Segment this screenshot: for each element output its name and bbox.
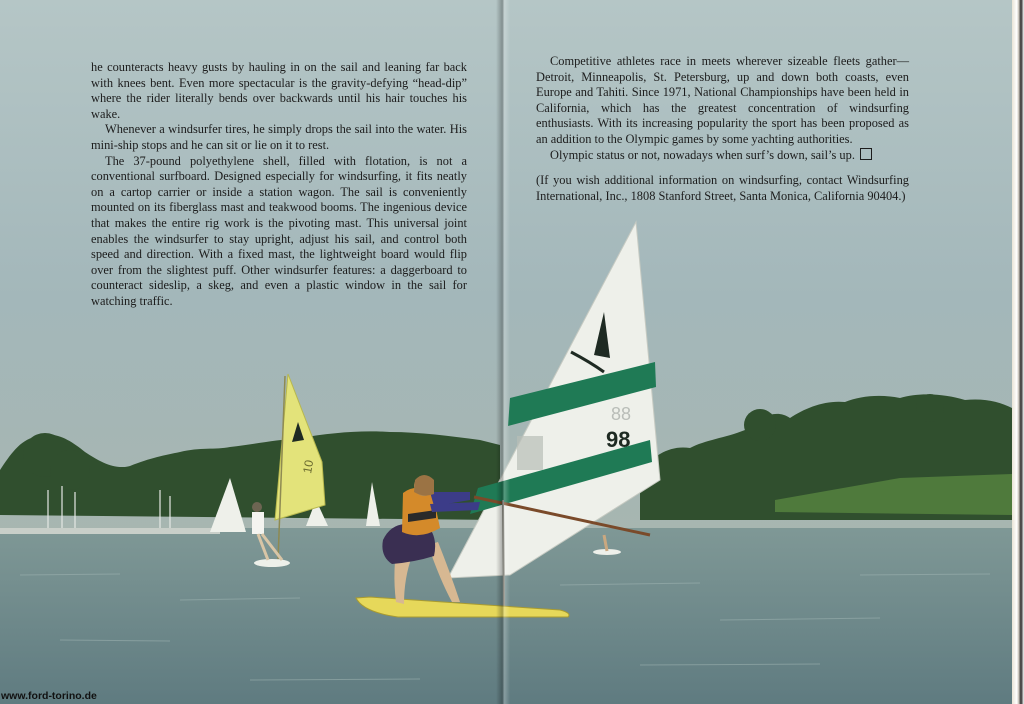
- left-paragraph-2: Whenever a windsurfer tires, he simply drops the sail into the water. His mini-ship stops and he can sit or lie on it to rest.: [91, 122, 467, 152]
- right-paragraph-2: [536, 148, 909, 164]
- contact-note: (If you wish additional information on windsurfing, contact Windsurfing International, Inc., 1808 Stanford Street, Santa Monica, California 90404.): [536, 173, 909, 203]
- dock: [0, 528, 220, 534]
- yellow-sail-number: 10: [300, 458, 317, 475]
- yellow-board: [254, 559, 290, 567]
- sail-number-98: 98: [606, 427, 631, 452]
- left-paragraph-1: he counteracts heavy gusts by hauling in on the sail and leaning far back with knees bent. Even more spectacular is the gravity-defying “head-dip” where the rider literally bends over backwards until his hair touches his wake.: [91, 60, 467, 121]
- right-paragraph-1: Competitive athletes race in meets wherever sizeable fleets gather—Detroit, Minneapolis, St. Petersburg, up and down both coasts, even Europe and Tahiti. Since 1971, National Championships have been held in California, which has the greatest concentration of windsurfing enthusiasts. With its increasing popularity the sport has been proposed as an addition to the Olympic games by some yachting authorities.: [536, 54, 909, 146]
- page-edge: [1012, 0, 1024, 704]
- sail-number-88: 88: [611, 404, 632, 424]
- right-page-column: [536, 54, 909, 204]
- left-paragraph-3: The 37-pound polyethylene shell, filled with flotation, is not a conventional surfboard. Designed especially for windsurfing, it fits neatly on a cartop carrier or inside a station wagon. The sail is conveniently mounted on its fiberglass mast and teakwood booms. The ingenious device that makes the entire rig work is the pivoting mast. This universal joint enables the windsurfer to stay upright, adjust his sail, and control both speed and direction. With a fixed mast, the lightweight board would flip over from the slightest puff. Other windsurfer features: a daggerboard to counteract sideslip, a skeg, and even a plastic window in the sail for watching traffic.: [91, 153, 467, 308]
- right-paragraph-2-text: Olympic status or not, nowadays when surf’s down, sail’s up.: [550, 147, 855, 162]
- end-mark-icon: [860, 148, 872, 160]
- page-gutter: [496, 0, 510, 704]
- sail-window: [517, 436, 543, 470]
- source-watermark: www.ford-torino.de: [1, 690, 97, 702]
- left-page-column: [91, 60, 467, 310]
